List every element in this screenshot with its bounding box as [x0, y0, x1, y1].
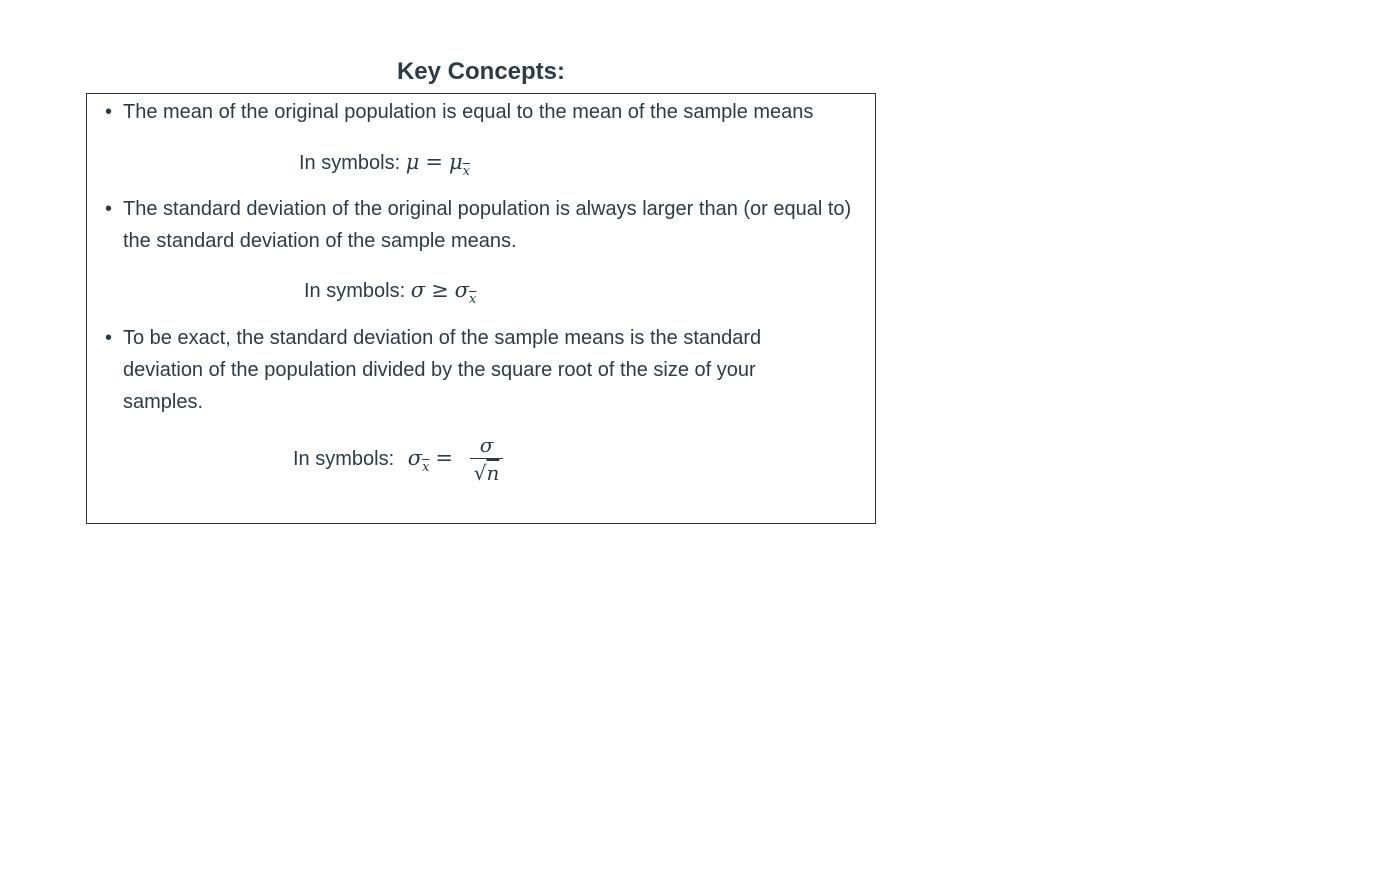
formula-fraction — [470, 432, 504, 487]
fraction-denominator — [470, 458, 504, 487]
formula-operator: ≥ — [431, 278, 449, 302]
formula-lhs: μ — [405, 150, 420, 174]
formula-rhs: μ — [448, 150, 463, 174]
fraction-numerator: σ — [479, 433, 494, 457]
formula-rhs-subscript: x — [462, 164, 470, 179]
formula-lhs-subscript: x — [422, 459, 430, 475]
radicand: n — [486, 461, 500, 485]
formula-math — [410, 278, 477, 307]
symbols-label: In symbols: — [304, 280, 406, 302]
formula-math — [407, 445, 466, 475]
formula-operator: = — [435, 445, 454, 470]
formula-math — [405, 150, 470, 179]
formula-operator: = — [425, 150, 443, 174]
bullet-marker: • — [105, 327, 113, 349]
key-concepts-title: Key Concepts: — [396, 58, 566, 85]
symbols-label: In symbols: — [299, 152, 401, 174]
formula-lhs: σ — [407, 445, 423, 470]
bullet-marker: • — [105, 198, 113, 220]
concept-1-text: The mean of the original population is equal to the mean of the sample means — [123, 101, 814, 123]
bullet-marker: • — [105, 101, 113, 123]
concept-2-text: The standard deviation of the original population is always larger than (or equal to) the standard deviation of the sample means. — [123, 198, 852, 252]
concept-3-text: To be exact, the standard deviation of the sample means is the standard deviation of the population divided by the square root of the size of your samples. — [123, 327, 762, 413]
formula-rhs: σ — [454, 278, 470, 302]
formula-rhs-subscript: x — [469, 292, 477, 307]
square-root-icon: √ — [473, 461, 487, 485]
formula-lhs: σ — [410, 278, 426, 302]
symbols-label: In symbols: — [293, 447, 395, 470]
concept-1-formula — [299, 146, 470, 182]
concept-2-formula — [304, 274, 476, 310]
key-concepts-box — [86, 93, 876, 524]
concept-3-formula — [293, 432, 503, 487]
